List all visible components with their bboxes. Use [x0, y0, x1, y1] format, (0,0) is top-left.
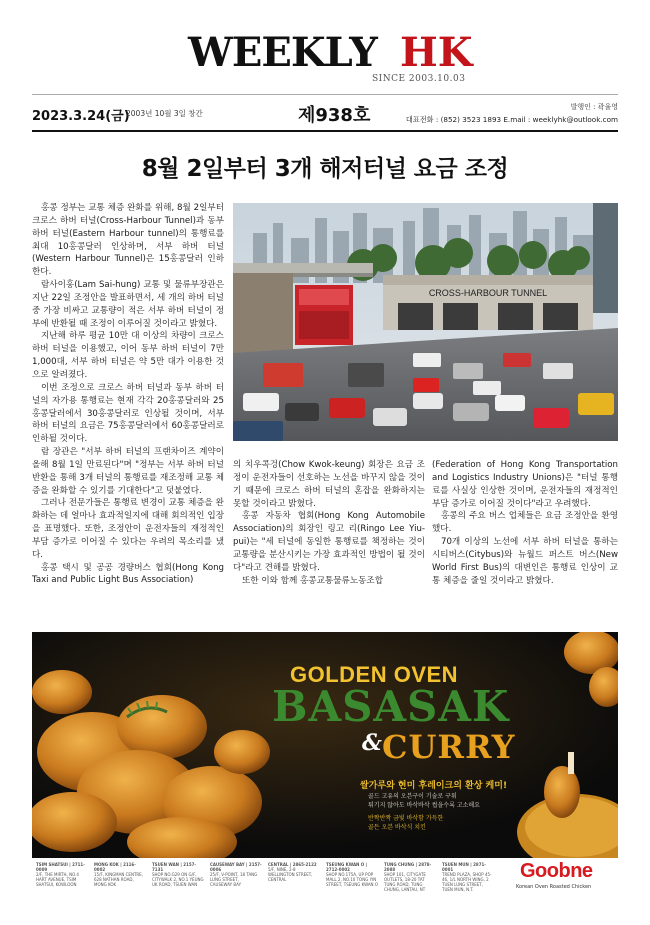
- paragraph: 홍콩 자동차 협회(Hong Kong Automobile Association)의 회장인 링고 리(Ringo Lee Yiu-pui)는 "세 터널에 동일한 통행료를 책정하는 것이 교통량을 분산시키는 가장 효과적인 방법이 될 것이다"라고 견해를 밝혔다.: [233, 511, 425, 573]
- store-location: TSIM SHATSUI | 2711-0009 2/F, THE MIRTH, NO.4 HART AVENUE, TSIM SHATSUI, KOWLOON: [36, 862, 85, 887]
- store-location: MONG KOK | 2116-0002 15/F, KINGMAN CENTRE, 628 NATHAN ROAD, MONG KOK: [94, 862, 143, 887]
- goobne-logo: Goobne: [520, 860, 593, 882]
- goobne-logo-subtitle: Korean Oven Roasted Chicken: [516, 884, 592, 890]
- paragraph: 또한 이와 함께 홍콩교통물류노동조합: [242, 575, 384, 586]
- contact-info: 대표전화 : (852) 3523 1893 E.mail : weeklyhk@outlook.com: [405, 115, 618, 124]
- paragraph: 홍콩 정부는 교통 체증 완화를 위해, 8월 2일부터 크로스 하버 터널(Cross-Harbour Tunnel)과 동부 하버 터널(Eastern Harbour tunnel)의 통행료를 최대 10홍콩달러 인상하며, 서부 하버 터널(Western Harbour Tunnel)은 15홍콩달러 인하한다.: [32, 203, 224, 278]
- ad-highlight: [368, 814, 443, 832]
- paragraph: 지난해 하루 평균 10만 대 이상의 차량이 크로스하버 터널을 이용했고, 이어 동부 하버 터널이 7만 1,000대, 서부 하버 터널은 약 5만 대가 이용한 것으로 알려졌다.: [32, 331, 224, 380]
- founded-date: 2003년 10월 3일 창간: [126, 109, 203, 118]
- store-location: TSUEN WAN | 2157-7131 SHOP NO.G29 ON G/F, CITYWALK 2, NO.1 YEUNG UK ROAD, TSUEN WAN: [152, 862, 204, 887]
- ad-desc-line: 튀기지 않아도 바삭바삭 썹을수록 고소해요: [368, 802, 480, 809]
- paragraph: 홍콩 택시 및 공공 경량버스 협회(Hong Kong Taxi and Public Light Bus Association): [32, 562, 224, 586]
- paragraph: 이번 조정으로 크로스 하버 터널과 동부 하버 터널의 자가용 통행료는 현재 각각 20홍콩달러와 25홍콩달러에서 30홍콩달러로 인상될 것이며, 서부 하버 터널의 요금은 75홍콩달러에서 60홍콩달러로 인하될 것이다.: [32, 382, 224, 445]
- article-headline: 8월 2일부터 3개 해저터널 요금 조정: [141, 156, 509, 182]
- article-column-1: [32, 202, 224, 612]
- paragraph: 그러나 전문가들은 통행료 변경이 교통 체증을 완화하는 데 얼마나 효과적일지에 대해 회의적인 입장을 표명했다. 또한, 조정안이 운전자들의 재정적인 부담 증가로 이어질 수 있다는 우려의 목소리를 냈다.: [32, 498, 224, 560]
- ad-desc-line: 골드 고유의 오븐구이 기술로 구워: [368, 793, 457, 800]
- paragraph: 홍콩의 주요 버스 업체들은 요금 조정안을 환영했다.: [432, 511, 618, 535]
- ad-tagline: 쌀가루와 현미 후레이크의 환상 케미!: [360, 781, 508, 791]
- paragraph: 의 치우콕겅(Chow Kwok-keung) 회장은 요금 조정이 운전자들이 선호하는 노선을 바꾸지 않을 것이기 때문에 크로스 하버 터널의 혼잡을 완화하지는 못할 것이라고 밝혔다.: [233, 460, 425, 509]
- masthead-brand-accent: HK: [400, 29, 473, 76]
- issue-number: 제938호: [298, 105, 371, 126]
- store-location: CENTRAL | 2865-2122 5/F, NINE, 2-8 WELLINGTON STREET, CENTRAL: [268, 862, 317, 882]
- ad-description: [368, 792, 480, 810]
- ad-basasak: BASASAK: [272, 682, 510, 731]
- tunnel-sign: CROSS-HARBOUR TUNNEL: [428, 288, 548, 298]
- ad-brand-line: GOLDEN OVEN: [290, 662, 459, 687]
- paragraph: 람 장관은 "서부 하버 터널의 프랜차이즈 계약이 올해 8월 1일 만료된다"며 "정부는 서부 하버 터널 반환을 통해 3개 터널의 통행료를 재조정해 교통 체증을 완화할 수 있기를 기대한다"고 덧붙였다.: [32, 447, 224, 496]
- store-location: TUNG CHUNG | 2878-2088 SHOP 101, CITYGATE OUTLETS, 18-20 TAT TUNG ROAD, TUNG CHUNG, LANTAU, NT: [384, 862, 432, 892]
- store-location: TSEUNG KWAN O | 2712-0002 SHOP NO.175A, UP POP MALL 2, NO.10 TONG YIN STREET, TSEUNG KWAN O: [326, 862, 378, 887]
- issue-date: 2023.3.24(금): [32, 109, 130, 124]
- ad-ampersand: &: [362, 730, 382, 756]
- paragraph: 70개 이상의 노선에 서부 하버 터널을 통하는 시티버스(Citybus)와 뉴월드 퍼스트 버스(New World First Bus)의 대변인은 통행료 인상이 교통 체증을 줄일 것이라고 밝혔다.: [432, 537, 618, 586]
- ad-curry: CURRY: [382, 728, 516, 766]
- ad-desc-line: 골든 오븐 바삭식 치킨: [368, 824, 426, 831]
- masthead-divider: [32, 94, 618, 95]
- masthead-brand: WEEKLY: [188, 29, 377, 76]
- article-column-3: [432, 459, 618, 612]
- ad-desc-line: 반짝반짝 금빛 바삭함 가득한: [368, 815, 444, 822]
- paragraph: (Federation of Hong Kong Transportation and Logistics Industry Unions)은 "터널 통행료를 사실상 인상한 것이며, 운전자들의 재정적인 부담 증가로 이어질 것이다"라고 우려했다.: [432, 460, 618, 509]
- store-location: TSUEN MUN | 2871-0001 TREND PLAZA, SHOP 45-46, 1/L NORTH WING, 2 TUEN LUNG STREET, TUEN MUN, N.T.: [442, 862, 492, 892]
- publisher: 발행인 : 곽율영: [570, 103, 618, 111]
- ad-footer: [32, 858, 618, 894]
- goobne-advertisement: [32, 632, 618, 894]
- header-rule: [32, 130, 618, 132]
- tunnel-photo: [233, 203, 618, 441]
- masthead-since: SINCE 2003.10.03: [372, 74, 466, 84]
- store-location: CAUSEWAY BAY | 2157-0006 25/F, V-POINT, 18 TANG LUNG STREET, CAUSEWAY BAY: [210, 862, 262, 887]
- article-column-2: [233, 459, 425, 612]
- paragraph: 람사이훙(Lam Sai-hung) 교통 및 물류부장관은 지난 22일 조정안을 발표하면서, 세 개의 하버 터널 중 가장 비싸고 교통량이 적은 서부 하버 터널이 정부에 반환될 때 조정이 이루어질 것이라고 밝혔다.: [32, 280, 224, 329]
